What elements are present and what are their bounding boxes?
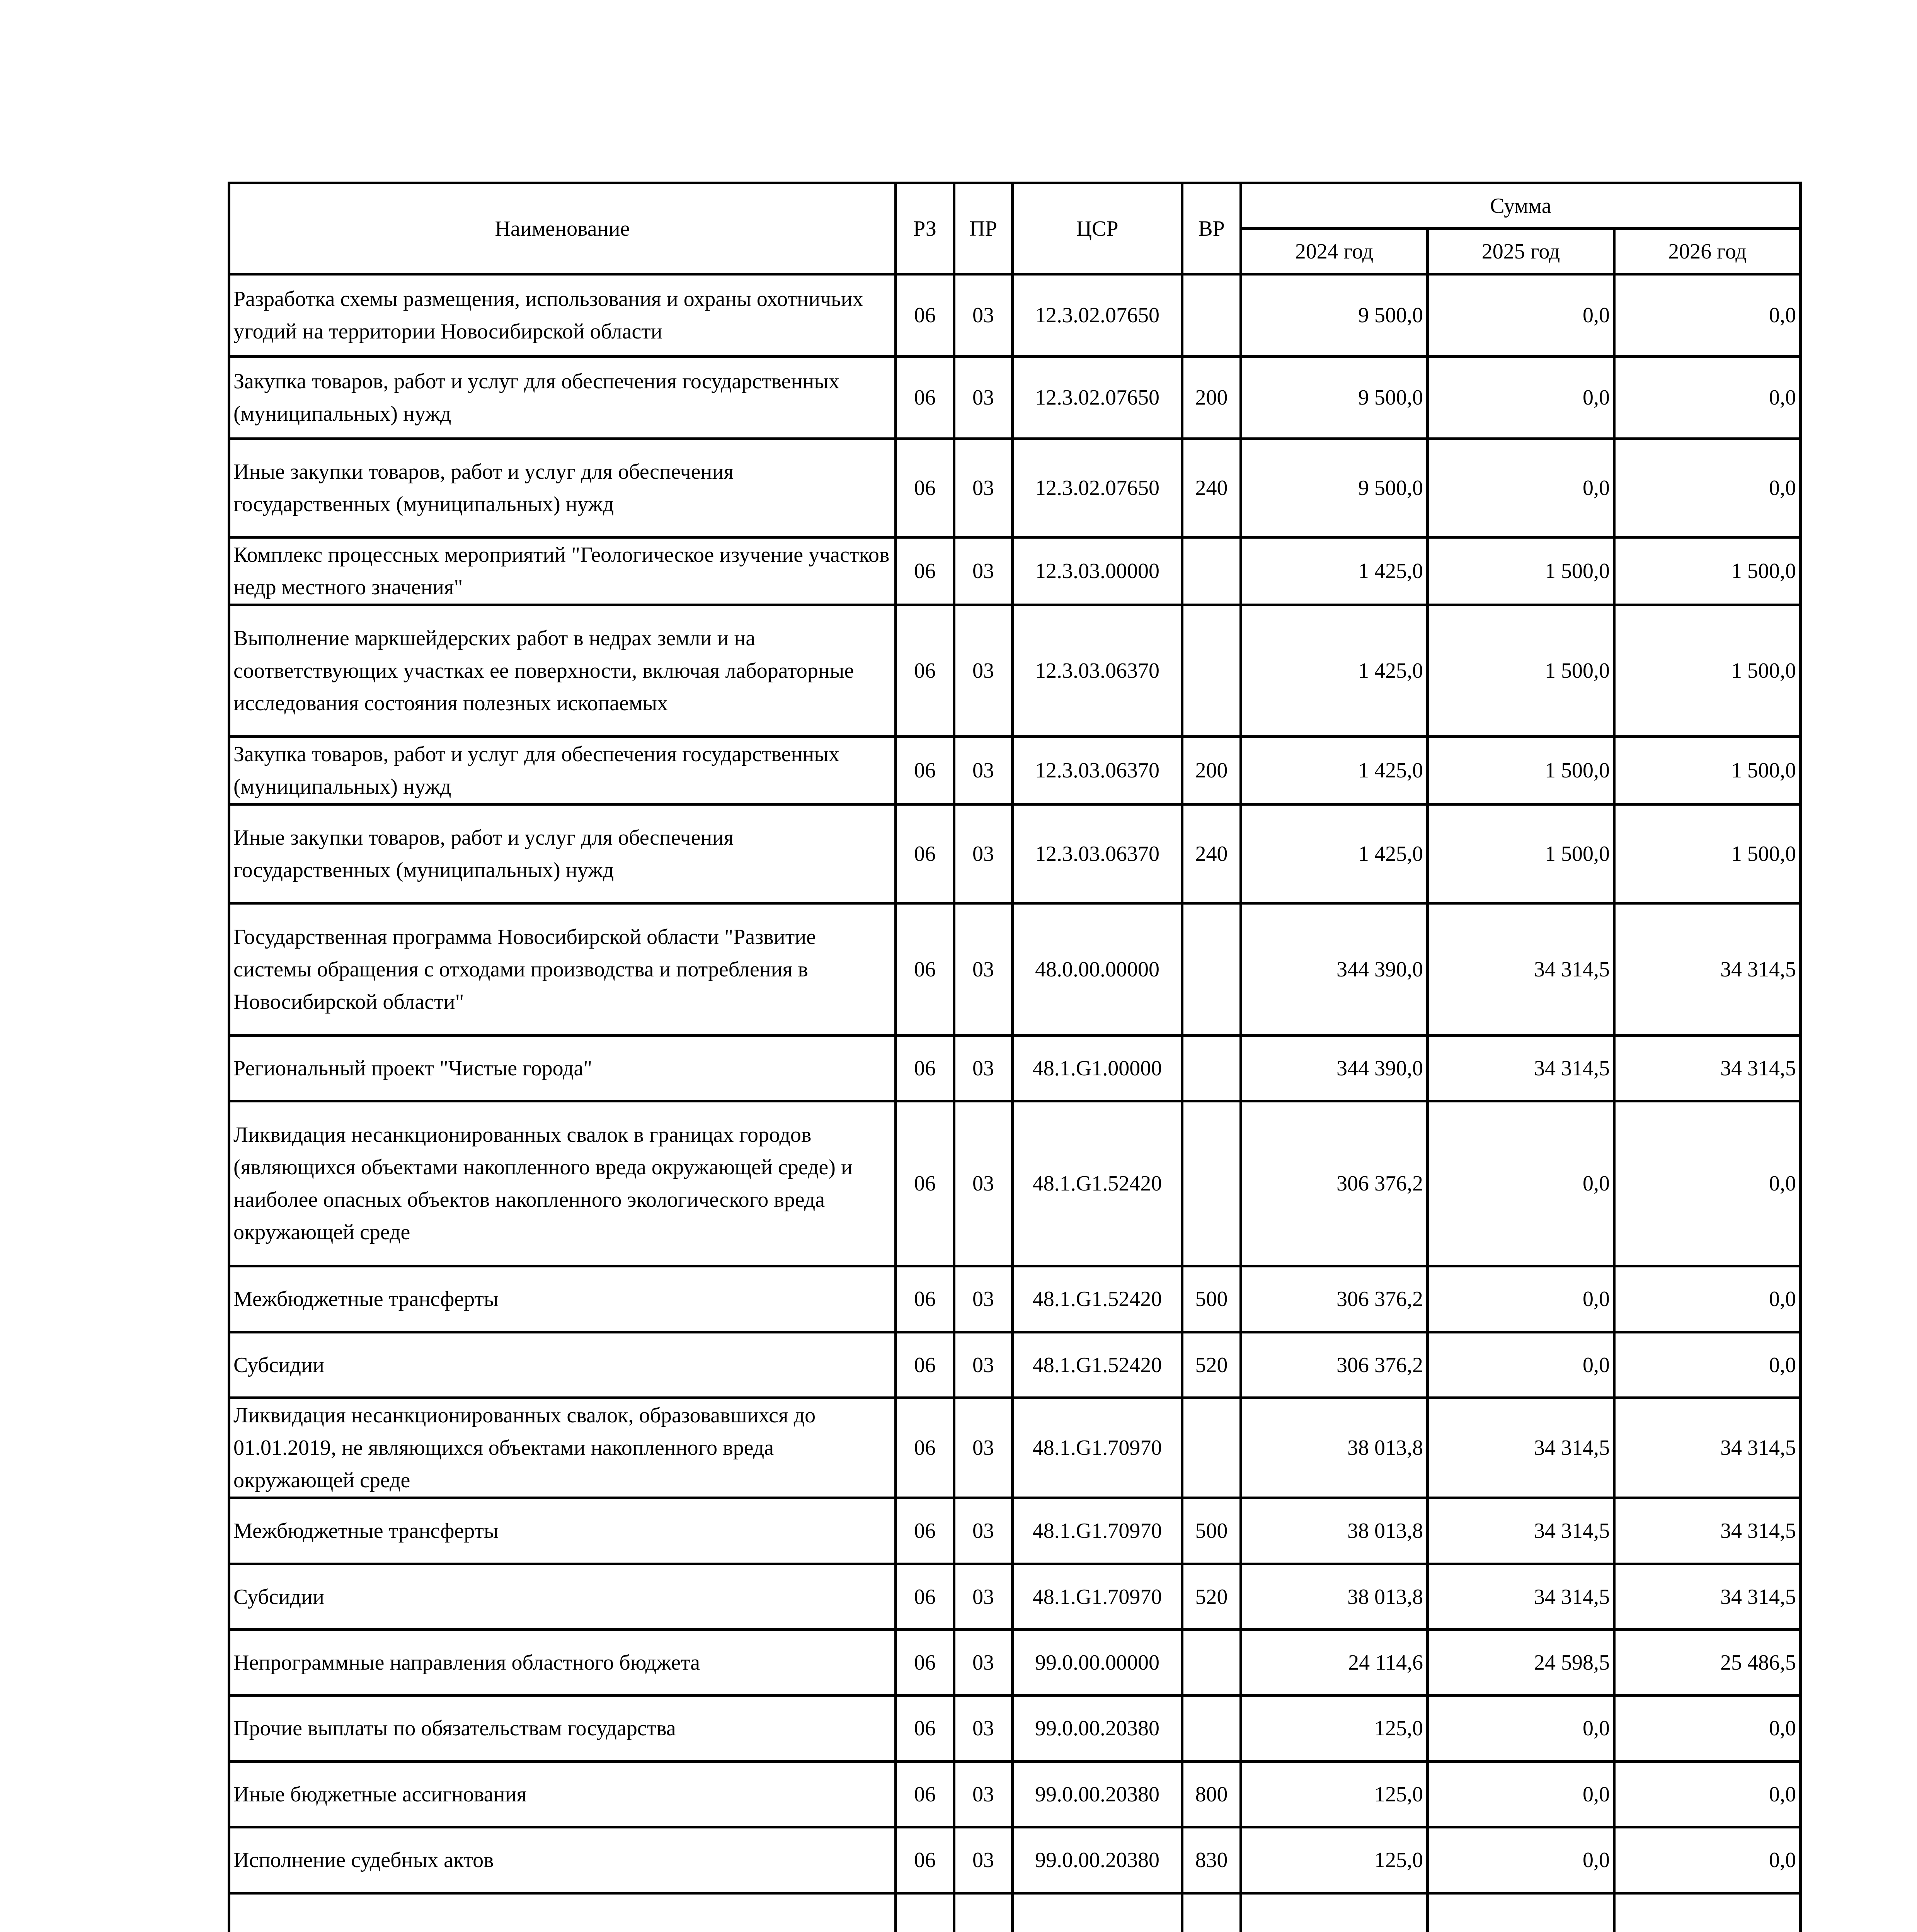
header-sum: Сумма: [1241, 183, 1801, 229]
row-sum-2026: [1614, 1893, 1801, 1932]
row-rz: 06: [896, 537, 954, 605]
row-name: Непрограммные направления областного бюджета: [229, 1630, 896, 1696]
row-vr: [1182, 605, 1241, 737]
row-pr: 03: [954, 804, 1013, 903]
table-row: [229, 1101, 1801, 1266]
row-csr: 48.1.G1.70970: [1013, 1398, 1182, 1498]
row-sum-2024: 1 425,0: [1241, 804, 1428, 903]
row-csr: 12.3.02.07650: [1013, 274, 1182, 357]
row-vr: 240: [1182, 804, 1241, 903]
row-sum-2025: 34 314,5: [1428, 1036, 1614, 1101]
row-name: Межбюджетные трансферты: [229, 1498, 896, 1564]
row-csr: 12.3.03.06370: [1013, 804, 1182, 903]
row-pr: 03: [954, 737, 1013, 804]
row-pr: 03: [954, 1398, 1013, 1498]
header-vr: ВР: [1182, 183, 1241, 274]
row-sum-2026: 34 314,5: [1614, 1398, 1801, 1498]
row-csr: 12.3.03.06370: [1013, 605, 1182, 737]
row-pr: [954, 1893, 1013, 1932]
row-pr: 03: [954, 1266, 1013, 1332]
row-name: Ликвидация несанкционированных свалок в границах городов (являющихся объектами накопленного вреда окружающей среде) и наиболее опасных объектов накопленного экологического вреда окружающей среде: [229, 1101, 896, 1266]
row-rz: 06: [896, 1762, 954, 1827]
row-sum-2026: 1 500,0: [1614, 605, 1801, 737]
row-name: Закупка товаров, работ и услуг для обеспечения государственных (муниципальных) нужд: [229, 737, 896, 804]
row-vr: 500: [1182, 1266, 1241, 1332]
table-row: [229, 804, 1801, 903]
row-name: Иные закупки товаров, работ и услуг для обеспечения государственных (муниципальных) нужд: [229, 439, 896, 537]
row-sum-2025: 0,0: [1428, 1827, 1614, 1893]
row-pr: 03: [954, 1036, 1013, 1101]
row-vr: 830: [1182, 1827, 1241, 1893]
row-sum-2025: 34 314,5: [1428, 1498, 1614, 1564]
row-sum-2026: 34 314,5: [1614, 1036, 1801, 1101]
row-sum-2025: 0,0: [1428, 439, 1614, 537]
row-rz: 06: [896, 274, 954, 357]
row-csr: 12.3.03.06370: [1013, 737, 1182, 804]
row-pr: 03: [954, 439, 1013, 537]
row-sum-2026: 25 486,5: [1614, 1630, 1801, 1696]
row-sum-2024: 38 013,8: [1241, 1398, 1428, 1498]
row-sum-2026: 34 314,5: [1614, 1498, 1801, 1564]
row-pr: 03: [954, 1101, 1013, 1266]
row-pr: 03: [954, 274, 1013, 357]
row-name: Государственная программа Новосибирской области "Развитие системы обращения с отходами производства и потребления в Новосибирской области": [229, 903, 896, 1036]
row-csr: 48.1.G1.70970: [1013, 1498, 1182, 1564]
row-sum-2025: 1 500,0: [1428, 804, 1614, 903]
row-sum-2024: 9 500,0: [1241, 274, 1428, 357]
table-row: [229, 274, 1801, 357]
row-rz: 06: [896, 439, 954, 537]
row-sum-2025: 34 314,5: [1428, 1398, 1614, 1498]
row-sum-2025: 1 500,0: [1428, 605, 1614, 737]
row-sum-2025: 0,0: [1428, 1266, 1614, 1332]
row-vr: 520: [1182, 1332, 1241, 1398]
table-row: [229, 1036, 1801, 1101]
row-csr: 99.0.00.00000: [1013, 1630, 1182, 1696]
row-vr: [1182, 1630, 1241, 1696]
header-rz: РЗ: [896, 183, 954, 274]
row-rz: 06: [896, 1498, 954, 1564]
row-rz: 06: [896, 1564, 954, 1630]
row-sum-2025: 34 314,5: [1428, 903, 1614, 1036]
row-csr: 48.1.G1.52420: [1013, 1101, 1182, 1266]
row-vr: [1182, 903, 1241, 1036]
row-vr: 800: [1182, 1762, 1241, 1827]
row-sum-2025: 0,0: [1428, 274, 1614, 357]
table-row: [229, 1498, 1801, 1564]
row-vr: 200: [1182, 737, 1241, 804]
row-sum-2026: 1 500,0: [1614, 537, 1801, 605]
header-name: Наименование: [229, 183, 896, 274]
row-csr: 99.0.00.20380: [1013, 1696, 1182, 1762]
row-sum-2025: 24 598,5: [1428, 1630, 1614, 1696]
row-sum-2024: 306 376,2: [1241, 1332, 1428, 1398]
row-pr: 03: [954, 1762, 1013, 1827]
row-vr: 520: [1182, 1564, 1241, 1630]
row-pr: 03: [954, 903, 1013, 1036]
row-vr: [1182, 1398, 1241, 1498]
row-sum-2024: 306 376,2: [1241, 1101, 1428, 1266]
header-year-2024: 2024 год: [1241, 229, 1428, 274]
row-sum-2026: 0,0: [1614, 1827, 1801, 1893]
row-sum-2026: 1 500,0: [1614, 804, 1801, 903]
row-pr: 03: [954, 1696, 1013, 1762]
row-rz: 06: [896, 605, 954, 737]
row-sum-2025: 0,0: [1428, 1332, 1614, 1398]
row-name: Прочие выплаты по обязательствам государства: [229, 1696, 896, 1762]
row-pr: 03: [954, 537, 1013, 605]
row-pr: 03: [954, 1498, 1013, 1564]
row-sum-2024: 1 425,0: [1241, 605, 1428, 737]
row-name: Субсидии: [229, 1332, 896, 1398]
row-sum-2024: 125,0: [1241, 1696, 1428, 1762]
row-sum-2024: 125,0: [1241, 1762, 1428, 1827]
row-vr: [1182, 274, 1241, 357]
row-rz: 06: [896, 1101, 954, 1266]
row-sum-2026: 0,0: [1614, 357, 1801, 439]
row-vr: 200: [1182, 357, 1241, 439]
row-pr: 03: [954, 1827, 1013, 1893]
row-pr: 03: [954, 1564, 1013, 1630]
row-rz: [896, 1893, 954, 1932]
row-rz: 06: [896, 1036, 954, 1101]
row-name: Субсидии: [229, 1564, 896, 1630]
table-body: [229, 274, 1801, 1932]
row-name: Региональный проект "Чистые города": [229, 1036, 896, 1101]
row-sum-2026: 1 500,0: [1614, 737, 1801, 804]
row-csr: [1013, 1893, 1182, 1932]
row-csr: 99.0.00.20380: [1013, 1827, 1182, 1893]
row-rz: 06: [896, 737, 954, 804]
row-csr: 48.1.G1.00000: [1013, 1036, 1182, 1101]
row-rz: 06: [896, 357, 954, 439]
row-sum-2025: 1 500,0: [1428, 737, 1614, 804]
row-csr: 99.0.00.20380: [1013, 1762, 1182, 1827]
row-sum-2026: 34 314,5: [1614, 903, 1801, 1036]
row-sum-2025: 0,0: [1428, 357, 1614, 439]
row-sum-2024: 1 425,0: [1241, 737, 1428, 804]
row-sum-2025: 0,0: [1428, 1696, 1614, 1762]
row-sum-2024: 24 114,6: [1241, 1630, 1428, 1696]
row-sum-2024: 9 500,0: [1241, 439, 1428, 537]
table-row: [229, 1696, 1801, 1762]
row-name: Иные закупки товаров, работ и услуг для обеспечения государственных (муниципальных) нужд: [229, 804, 896, 903]
row-vr: 240: [1182, 439, 1241, 537]
row-sum-2025: [1428, 1893, 1614, 1932]
row-sum-2026: 0,0: [1614, 274, 1801, 357]
row-sum-2026: 0,0: [1614, 1101, 1801, 1266]
row-rz: 06: [896, 1332, 954, 1398]
row-sum-2024: 344 390,0: [1241, 1036, 1428, 1101]
table-row: [229, 903, 1801, 1036]
table-row: [229, 439, 1801, 537]
row-name: Исполнение судебных актов: [229, 1827, 896, 1893]
row-sum-2025: 34 314,5: [1428, 1564, 1614, 1630]
row-sum-2026: 0,0: [1614, 1696, 1801, 1762]
table-row: [229, 1398, 1801, 1498]
table-row: [229, 357, 1801, 439]
row-name: Ликвидация несанкционированных свалок, образовавшихся до 01.01.2019, не являющихся объектами накопленного вреда окружающей среде: [229, 1398, 896, 1498]
table-row: [229, 1827, 1801, 1893]
row-sum-2024: 125,0: [1241, 1827, 1428, 1893]
row-vr: [1182, 1101, 1241, 1266]
row-pr: 03: [954, 1332, 1013, 1398]
row-sum-2025: 0,0: [1428, 1762, 1614, 1827]
row-sum-2026: 0,0: [1614, 1332, 1801, 1398]
row-name: Закупка товаров, работ и услуг для обеспечения государственных (муниципальных) нужд: [229, 357, 896, 439]
row-csr: 48.0.00.00000: [1013, 903, 1182, 1036]
row-sum-2026: 34 314,5: [1614, 1564, 1801, 1630]
table-row: [229, 737, 1801, 804]
row-name: [229, 1893, 896, 1932]
row-csr: 48.1.G1.70970: [1013, 1564, 1182, 1630]
table-row: [229, 1332, 1801, 1398]
table-row: [229, 1893, 1801, 1932]
row-rz: 06: [896, 1827, 954, 1893]
budget-table: [228, 182, 1802, 1932]
row-vr: [1182, 1696, 1241, 1762]
header-year-2026: 2026 год: [1614, 229, 1801, 274]
table-row: [229, 537, 1801, 605]
row-sum-2024: 306 376,2: [1241, 1266, 1428, 1332]
row-csr: 48.1.G1.52420: [1013, 1266, 1182, 1332]
row-csr: 12.3.03.00000: [1013, 537, 1182, 605]
header-year-2025: 2025 год: [1428, 229, 1614, 274]
row-csr: 48.1.G1.52420: [1013, 1332, 1182, 1398]
row-sum-2025: 1 500,0: [1428, 537, 1614, 605]
table-row: [229, 1266, 1801, 1332]
row-vr: [1182, 1036, 1241, 1101]
table-row: [229, 1564, 1801, 1630]
row-vr: 500: [1182, 1498, 1241, 1564]
row-sum-2024: 344 390,0: [1241, 903, 1428, 1036]
row-csr: 12.3.02.07650: [1013, 439, 1182, 537]
table-row: [229, 1762, 1801, 1827]
row-sum-2024: [1241, 1893, 1428, 1932]
row-name: Комплекс процессных мероприятий "Геологическое изучение участков недр местного значения": [229, 537, 896, 605]
row-rz: 06: [896, 903, 954, 1036]
row-pr: 03: [954, 1630, 1013, 1696]
table-row: [229, 605, 1801, 737]
row-csr: 12.3.02.07650: [1013, 357, 1182, 439]
row-sum-2024: 1 425,0: [1241, 537, 1428, 605]
row-sum-2024: 9 500,0: [1241, 357, 1428, 439]
row-rz: 06: [896, 1696, 954, 1762]
row-rz: 06: [896, 1398, 954, 1498]
row-name: Иные бюджетные ассигнования: [229, 1762, 896, 1827]
row-name: Выполнение маркшейдерских работ в недрах земли и на соответствующих участках ее поверхности, включая лабораторные исследования состояния полезных ископаемых: [229, 605, 896, 737]
row-rz: 06: [896, 804, 954, 903]
row-sum-2024: 38 013,8: [1241, 1498, 1428, 1564]
row-vr: [1182, 1893, 1241, 1932]
header-pr: ПР: [954, 183, 1013, 274]
row-sum-2026: 0,0: [1614, 439, 1801, 537]
row-sum-2026: 0,0: [1614, 1266, 1801, 1332]
row-name: Разработка схемы размещения, использования и охраны охотничьих угодий на территории Новосибирской области: [229, 274, 896, 357]
row-sum-2025: 0,0: [1428, 1101, 1614, 1266]
row-rz: 06: [896, 1266, 954, 1332]
row-sum-2024: 38 013,8: [1241, 1564, 1428, 1630]
header-csr: ЦСР: [1013, 183, 1182, 274]
row-sum-2026: 0,0: [1614, 1762, 1801, 1827]
table-row: [229, 1630, 1801, 1696]
row-name: Межбюджетные трансферты: [229, 1266, 896, 1332]
row-vr: [1182, 537, 1241, 605]
row-pr: 03: [954, 605, 1013, 737]
row-pr: 03: [954, 357, 1013, 439]
row-rz: 06: [896, 1630, 954, 1696]
